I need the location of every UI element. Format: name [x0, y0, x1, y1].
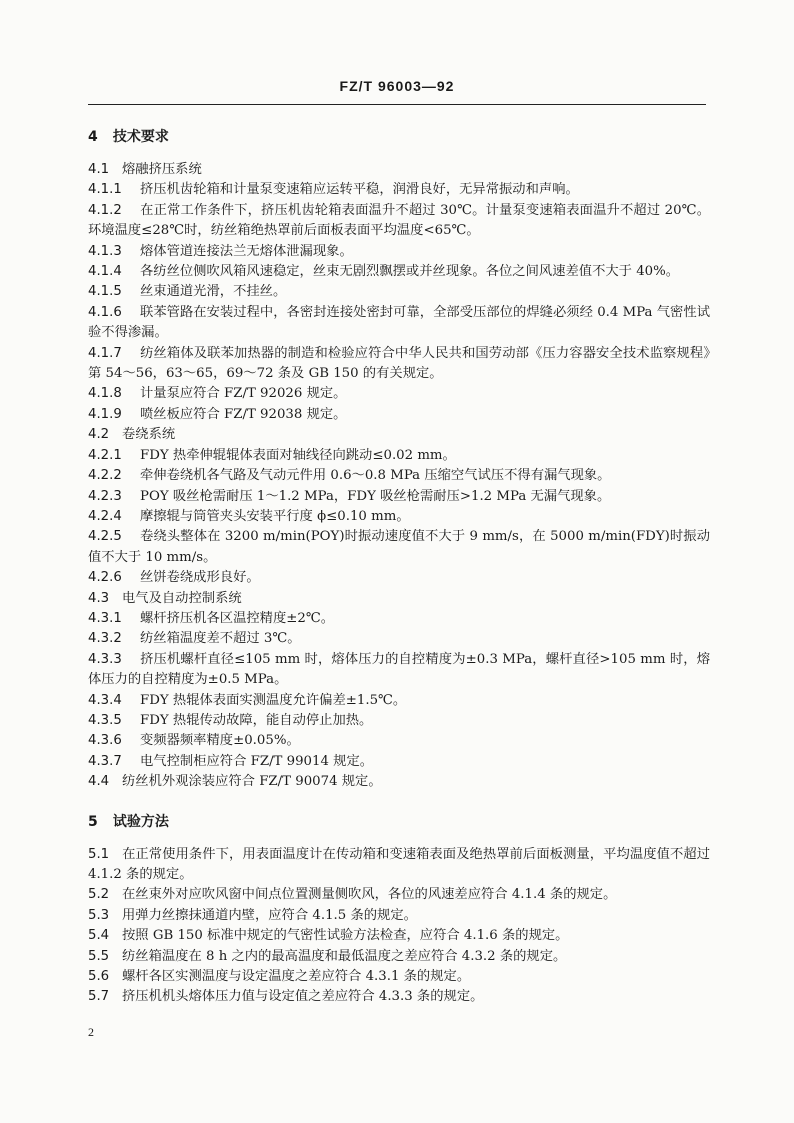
clause: [88, 947, 710, 967]
clause: [88, 967, 710, 987]
clause: [88, 466, 710, 486]
clause: [88, 384, 710, 404]
section-title: 技术要求: [112, 129, 169, 145]
clause-number: 4.1.8: [88, 386, 122, 402]
clause-text: 按照 GB 150 标准中规定的气密性试验方法检查，应符合 4.1.6 条的规定。: [122, 928, 569, 944]
clause: [88, 711, 710, 731]
clause-number: 4.1.4: [88, 264, 122, 280]
clause-number: 5.5: [88, 948, 110, 964]
clause: [88, 885, 710, 905]
clause-number: 4.1.5: [88, 284, 122, 300]
subsection-title: 卷绕系统: [122, 427, 176, 443]
clause-number: 4.3.5: [88, 712, 122, 728]
clause-text: 摩擦辊与筒管夹头安装平行度 ϕ≤0.10 mm。: [140, 508, 410, 524]
clause-number: 4.3.7: [88, 753, 122, 769]
clause: [88, 487, 710, 507]
clause-text: 在正常使用条件下，用表面温度计在传动箱和变速箱表面及绝热罩前后面板测量，平均温度值不超过 4.1.2 条的规定。: [88, 846, 710, 882]
subsection-number: 4.1: [88, 162, 110, 177]
clause: [88, 446, 710, 466]
section-number: 5: [88, 813, 98, 830]
clause-text: 螺杆挤压机各区温控精度±2℃。: [140, 610, 335, 626]
standard-code: FZ/T 96003—92: [339, 78, 455, 94]
clause: [88, 845, 710, 886]
clause: [88, 282, 710, 302]
clause: [88, 527, 710, 568]
clause-text: 计量泵应符合 FZ/T 92026 规定。: [140, 386, 347, 402]
clause: [88, 752, 710, 772]
clause-text: 在正常工作条件下，挤压机齿轮箱表面温升不超过 30℃。计量泵变速箱表面温升不超过 20℃。环境温度≤28℃时，纺丝箱绝热罩前后面板表面平均温度<65℃。: [88, 202, 710, 239]
clause-text: FDY 热辊体表面实测温度允许偏差±1.5℃。: [140, 692, 407, 708]
document-header: [88, 78, 706, 105]
clause-number: 4.3.1: [88, 610, 122, 626]
clause: [88, 650, 710, 691]
clause-number: 4.3.6: [88, 733, 122, 749]
clause: [88, 201, 710, 242]
clause-text: 联苯管路在安装过程中，各密封连接处密封可靠，全部受压部位的焊缝必须经 0.4 MPa 气密性试验不得渗漏。: [88, 304, 710, 341]
subsection-4-4: [88, 772, 710, 792]
clause-number: 4.2.3: [88, 488, 122, 504]
clause-text: 挤压机机头熔体压力值与设定值之差应符合 4.3.3 条的规定。: [122, 989, 484, 1005]
clause-number: 4.2.2: [88, 468, 122, 484]
clause: [88, 262, 710, 282]
clause-number: 4.1.3: [88, 243, 122, 259]
subsection-4-3-heading: [88, 589, 710, 609]
subsection-number: 4.2: [88, 427, 110, 443]
subsection-number: 4.3: [88, 590, 110, 606]
clause-text: 纺丝箱温度在 8 h 之内的最高温度和最低温度之差应符合 4.3.2 条的规定。: [122, 948, 567, 964]
document-body: [88, 118, 710, 1008]
clause-number: 4.1.6: [88, 304, 122, 320]
clause-text: FDY 热牵伸辊辊体表面对轴线径向跳动≤0.02 mm。: [140, 447, 456, 463]
clause-text: 丝饼卷绕成形良好。: [140, 570, 260, 586]
clause-number: 4.1.9: [88, 406, 122, 422]
clause-text: 卷绕头整体在 3200 m/min(POY)时振动速度值不大于 9 mm/s，在 5000 m/min(FDY)时振动值不大于 10 mm/s。: [88, 529, 710, 565]
clause: [88, 568, 710, 588]
section-4-heading: [88, 126, 710, 148]
clause: [88, 629, 710, 649]
clause-number: 4.2.1: [88, 447, 122, 463]
clause-text: 喷丝板应符合 FZ/T 92038 规定。: [140, 406, 347, 422]
clause-text: 用弹力丝擦抹通道内壁，应符合 4.1.5 条的规定。: [122, 907, 417, 923]
clause-number: 4.3.2: [88, 631, 122, 647]
clause-number: 5.1: [88, 846, 110, 862]
subsection-4-2-heading: [88, 425, 710, 445]
clause-text: 挤压机螺杆直径≤105 mm 时，熔体压力的自控精度为±0.3 MPa，螺杆直径>105 mm 时，熔体压力的自控精度为±0.5 MPa。: [88, 651, 710, 688]
clause: [88, 303, 710, 344]
clause-text: 电气控制柜应符合 FZ/T 99014 规定。: [140, 753, 374, 769]
clause: [88, 242, 710, 262]
clause: [88, 609, 710, 629]
clause-text: 纺丝箱体及联苯加热器的制造和检验应符合中华人民共和国劳动部《压力容器安全技术监察规程》第 54～56，63～65，69～72 条及 GB 150 的有关规定。: [88, 345, 710, 382]
section-5-heading: [88, 811, 710, 833]
clause-number: 5.3: [88, 907, 110, 923]
clause-number: 4.2.5: [88, 529, 122, 545]
clause: [88, 405, 710, 425]
clause-text: 纺丝机外观涂装应符合 FZ/T 90074 规定。: [122, 774, 382, 790]
clause-text: 变频器频率精度±0.05%。: [140, 733, 300, 749]
clause: [88, 731, 710, 751]
clause: [88, 507, 710, 527]
clause-number: 4.1.1: [88, 182, 122, 198]
clause-text: 螺杆各区实测温度与设定温度之差应符合 4.3.1 条的规定。: [122, 969, 471, 985]
clause-number: 4.3.4: [88, 692, 122, 708]
clause: [88, 987, 710, 1007]
clause-text: 熔体管道连接法兰无熔体泄漏现象。: [140, 243, 353, 259]
clause: [88, 691, 710, 711]
clause-text: 纺丝箱温度差不超过 3℃。: [140, 631, 301, 647]
subsection-title: 电气及自动控制系统: [122, 590, 242, 606]
subsection-title: 熔融挤压系统: [122, 162, 202, 177]
clause-text: 各纺丝位侧吹风箱风速稳定，丝束无剧烈飘摆或并丝现象。各位之间风速差值不大于 40%。: [140, 264, 680, 280]
clause-text: FDY 热辊传动故障，能自动停止加热。: [140, 712, 373, 728]
clause: [88, 926, 710, 946]
clause-number: 4.1.2: [88, 202, 122, 218]
clause-text: 牵伸卷绕机各气路及气动元件用 0.6～0.8 MPa 压缩空气试压不得有漏气现象。: [140, 468, 611, 484]
clause-text: 挤压机齿轮箱和计量泵变速箱应运转平稳，润滑良好，无异常振动和声响。: [140, 182, 579, 198]
clause-number: 5.7: [88, 989, 110, 1005]
clause-text: 丝束通道光滑，不挂丝。: [140, 284, 287, 300]
clause-number: 4.2.4: [88, 508, 122, 524]
subsection-number: 4.4: [88, 774, 110, 790]
section-title: 试验方法: [112, 813, 169, 830]
section-number: 4: [88, 129, 98, 145]
clause-text: 在丝束外对应吹风窗中间点位置测量侧吹风，各位的风速差应符合 4.1.4 条的规定。: [122, 887, 617, 903]
clause: [88, 344, 710, 385]
clause-text: POY 吸丝枪需耐压 1～1.2 MPa，FDY 吸丝枪需耐压>1.2 MPa 无漏气现象。: [140, 488, 611, 504]
clause-number: 4.1.7: [88, 345, 122, 361]
clause-number: 5.4: [88, 928, 110, 944]
clause-number: 4.3.3: [88, 651, 122, 667]
clause: [88, 180, 710, 200]
page-number: 2: [88, 1025, 94, 1039]
clause-number: 4.2.6: [88, 570, 122, 586]
subsection-4-1-heading: [88, 160, 710, 180]
clause: [88, 906, 710, 926]
clause-number: 5.6: [88, 969, 110, 985]
clause-number: 5.2: [88, 887, 110, 903]
